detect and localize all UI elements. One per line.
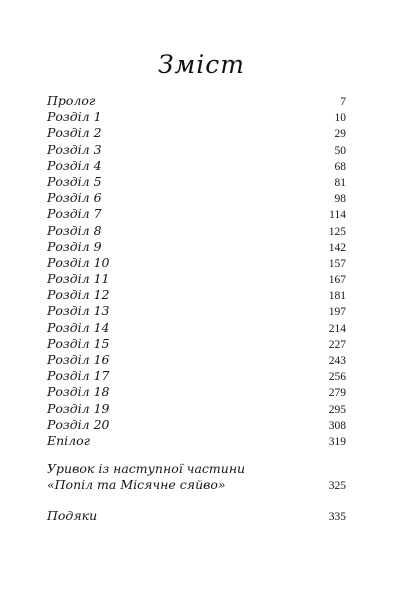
- toc-entry-page: 256: [328, 371, 346, 384]
- toc-entry-chapter-12[interactable]: [47, 287, 346, 303]
- toc-entry-page: 295: [328, 403, 346, 416]
- toc-entry-chapter-11[interactable]: [47, 271, 346, 287]
- toc-entry-label-line2: «Попіл та Місячне сяйво»: [47, 477, 226, 493]
- toc-entry-label: Подяки: [47, 507, 98, 523]
- toc-entry-chapter-13[interactable]: [47, 303, 346, 319]
- toc-entry-page: 114: [329, 209, 346, 222]
- toc-entry-label: Розділ 14: [47, 319, 110, 335]
- toc-entry-label: Розділ 17: [47, 368, 110, 384]
- toc-entry-label: Розділ 11: [47, 271, 110, 287]
- toc-entry-label: Розділ 6: [47, 190, 102, 206]
- toc-entry-chapter-14[interactable]: [47, 320, 346, 336]
- toc-entry-page: 167: [328, 274, 346, 287]
- toc-entry-label: Розділ 19: [47, 400, 110, 416]
- toc-entry-page: 197: [328, 306, 346, 319]
- toc-entry-chapter-4[interactable]: [47, 158, 346, 174]
- toc-entry-page: 81: [334, 176, 346, 189]
- toc-entry-epilogue[interactable]: [47, 433, 346, 449]
- toc-entry-chapter-20[interactable]: [47, 417, 346, 433]
- toc-entry-page: 50: [334, 144, 346, 157]
- toc-entry-chapter-9[interactable]: [47, 239, 346, 255]
- toc-entry-chapter-3[interactable]: [47, 142, 346, 158]
- toc-entry-label: Розділ 13: [47, 303, 110, 319]
- table-of-contents: [47, 93, 346, 524]
- toc-entry-page: 10: [334, 112, 346, 125]
- toc-entry-page: 7: [340, 96, 346, 108]
- toc-entry-page: 98: [334, 193, 346, 206]
- toc-entry-chapter-16[interactable]: [47, 352, 346, 368]
- toc-entry-page: 335: [328, 510, 346, 523]
- toc-entry-page: 279: [328, 387, 346, 400]
- toc-entry-label: Розділ 7: [47, 206, 102, 222]
- toc-entry-label: Розділ 1: [47, 109, 102, 125]
- toc-entry-page: 142: [328, 241, 346, 254]
- toc-entry-label: Розділ 16: [47, 352, 110, 367]
- toc-entry-label: Розділ 20: [47, 416, 110, 432]
- toc-entry-page: 308: [328, 419, 346, 432]
- toc-entry-chapter-10[interactable]: [47, 255, 346, 271]
- toc-entry-label-line1: Уривок із наступної частини: [47, 461, 246, 477]
- toc-entry-chapter-8[interactable]: [47, 223, 346, 239]
- toc-entry-label: Розділ 2: [47, 125, 102, 141]
- toc-entry-page: 29: [334, 128, 346, 141]
- spacer: [47, 449, 346, 461]
- toc-entry-chapter-1[interactable]: [47, 109, 346, 125]
- page-title: Зміст: [157, 50, 245, 79]
- toc-entry-page: 157: [328, 257, 346, 270]
- toc-entry-page: 243: [328, 355, 346, 367]
- toc-entry-prologue[interactable]: [47, 93, 346, 109]
- toc-entry-page: 325: [328, 480, 346, 493]
- toc-entry-label: Розділ 18: [47, 384, 110, 400]
- toc-entry-page: 227: [328, 338, 346, 351]
- toc-entry-chapter-19[interactable]: [47, 401, 346, 417]
- toc-entry-page: 181: [328, 290, 346, 303]
- toc-entry-chapter-17[interactable]: [47, 368, 346, 384]
- toc-entry-label: Розділ 10: [47, 254, 110, 270]
- toc-entry-page: 319: [328, 435, 346, 448]
- spacer: [47, 494, 346, 508]
- toc-entry-chapter-15[interactable]: [47, 336, 346, 352]
- toc-entry-acknowledgements[interactable]: [47, 508, 346, 524]
- toc-entry-label: Розділ 3: [47, 141, 102, 157]
- toc-entry-label: Розділ 15: [47, 335, 110, 351]
- toc-entry-chapter-5[interactable]: [47, 174, 346, 190]
- toc-entry-label-line2-row: [47, 477, 346, 493]
- toc-entry-label: Розділ 8: [47, 222, 102, 238]
- toc-entry-chapter-7[interactable]: [47, 206, 346, 222]
- toc-entry-chapter-6[interactable]: [47, 190, 346, 206]
- toc-entry-label: Розділ 12: [47, 287, 110, 303]
- toc-entry-page: 68: [334, 160, 346, 173]
- toc-entry-page: 214: [328, 322, 346, 335]
- toc-entry-label: Пролог: [47, 93, 96, 108]
- toc-entry-label: Розділ 4: [47, 157, 102, 173]
- toc-entry-page: 125: [328, 225, 346, 238]
- toc-entry-label: Епілог: [47, 432, 90, 448]
- toc-entry-chapter-2[interactable]: [47, 125, 346, 141]
- toc-entry-chapter-18[interactable]: [47, 384, 346, 400]
- toc-entry-label: Розділ 5: [47, 173, 102, 189]
- toc-entry-label: Розділ 9: [47, 238, 102, 254]
- toc-entry-excerpt[interactable]: [47, 461, 346, 493]
